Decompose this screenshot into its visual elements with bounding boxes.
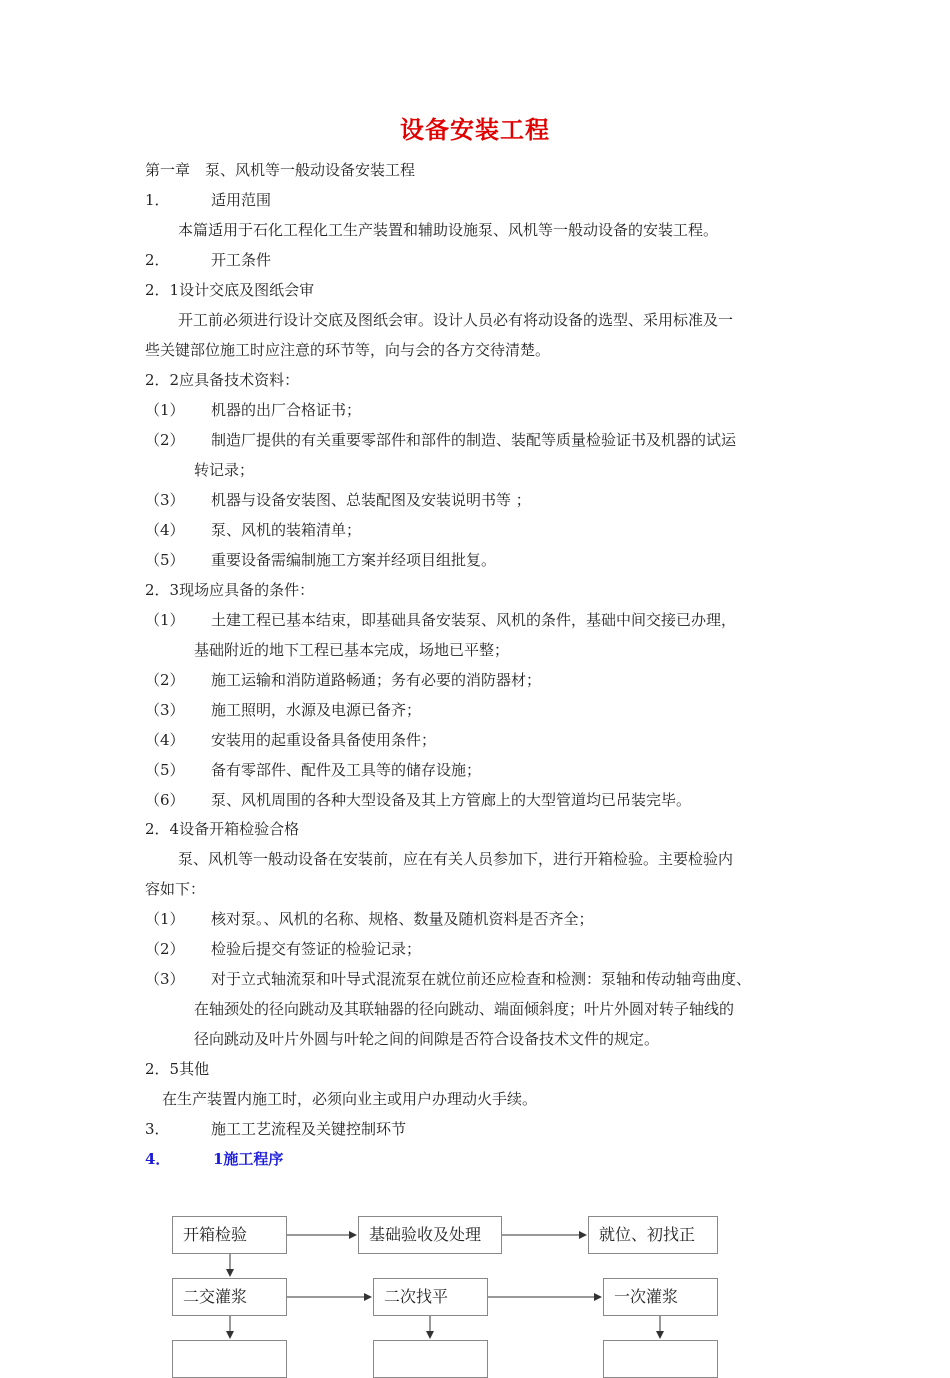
subsection-heading: 2．2应具备技术资料： xyxy=(145,371,300,389)
section-number: 4． xyxy=(145,1150,171,1168)
flow-box-foundation-acceptance: 基础验收及处理 xyxy=(358,1216,502,1254)
subsection-heading: 2．5其他 xyxy=(145,1060,210,1078)
list-item: （2） 制造厂提供的有关重要零部件和部件的制造、装配等质量检验证书及机器的试运 xyxy=(145,431,737,449)
list-item: （2） 检验后提交有签证的检验记录； xyxy=(145,940,422,958)
section-number: 3． xyxy=(145,1120,170,1138)
list-item: （4） 泵、风机的装箱清单； xyxy=(145,521,362,539)
section-number: 2． xyxy=(145,251,170,269)
list-item-continuation: 在轴颈处的径向跳动及其联轴器的径向跳动、端面倾斜度；叶片外圆对转子轴线的 xyxy=(194,1000,735,1018)
flow-box-cutoff xyxy=(172,1340,287,1378)
section-title: 施工工艺流程及关键控制环节 xyxy=(211,1120,407,1138)
list-item: （5） 备有零部件、配件及工具等的储存设施； xyxy=(145,761,482,779)
subsection-heading: 2．4设备开箱检验合格 xyxy=(145,820,300,838)
section-number: 1． xyxy=(145,191,170,209)
document-title: 设备安装工程 xyxy=(400,115,550,144)
list-item: （3） 施工照明，水源及电源已备齐； xyxy=(145,701,422,719)
list-item-continuation: 径向跳动及叶片外圆与叶轮之间的间隙是否符合设备技术文件的规定。 xyxy=(194,1030,660,1048)
list-item: （1） 土建工程已基本结束，即基础具备安装泵、风机的条件，基础中间交接已办理， xyxy=(145,611,737,629)
paragraph: 本篇适用于石化工程化工生产装置和辅助设施泵、风机等一般动设备的安装工程。 xyxy=(178,221,719,239)
paragraph: 开工前必须进行设计交底及图纸会审。设计人员必有将动设备的选型、采用标准及一 xyxy=(178,311,734,329)
list-item: （4） 安装用的起重设备具备使用条件； xyxy=(145,731,437,749)
section-title: 开工条件 xyxy=(211,251,272,269)
flow-box-first-grouting: 一次灌浆 xyxy=(603,1278,718,1316)
section-title: 适用范围 xyxy=(211,191,272,209)
subsection-heading: 2．3现场应具备的条件： xyxy=(145,581,315,599)
flow-box-cutoff xyxy=(373,1340,488,1378)
list-item: （3） 机器与设备安装图、总装配图及安装说明书等 ； xyxy=(145,491,531,509)
list-item: （6） 泵、风机周围的各种大型设备及其上方管廊上的大型管道均已吊装完毕。 xyxy=(145,791,692,809)
chapter-heading: 第一章 泵、风机等一般动设备安装工程 xyxy=(145,161,416,179)
paragraph: 容如下： xyxy=(145,880,206,898)
list-item: （3） 对于立式轴流泵和叶导式混流泵在就位前还应检查和检测：泵轴和传动轴弯曲度、 xyxy=(145,970,752,988)
list-item: （1） 机器的出厂合格证书； xyxy=(145,401,362,419)
section-title: 1施工程序 xyxy=(213,1150,284,1168)
list-item: （2） 施工运输和消防道路畅通；务有必要的消防器材； xyxy=(145,671,542,689)
list-item: （1） 核对泵。、风机的名称、规格、数量及随机资料是否齐全； xyxy=(145,910,594,928)
flow-box-second-grouting: 二交灌浆 xyxy=(172,1278,287,1316)
flow-box-positioning: 就位、初找正 xyxy=(588,1216,718,1254)
list-item: （5） 重要设备需编制施工方案并经项目组批复。 xyxy=(145,551,497,569)
subsection-heading: 2．1设计交底及图纸会审 xyxy=(145,281,315,299)
flow-box-second-leveling: 二次找平 xyxy=(373,1278,488,1316)
paragraph: 泵、风机等一般动设备在安装前，应在有关人员参加下，进行开箱检验。主要检验内 xyxy=(178,850,734,868)
paragraph: 在生产装置内施工时，必须向业主或用户办理动火手续。 xyxy=(162,1090,538,1108)
list-item-continuation: 基础附近的地下工程已基本完成，场地已平整； xyxy=(194,641,510,659)
flow-box-cutoff xyxy=(603,1340,718,1378)
paragraph: 些关键部位施工时应注意的环节等，向与会的各方交待清楚。 xyxy=(145,341,551,359)
flow-box-unpacking-inspection: 开箱检验 xyxy=(172,1216,287,1254)
list-item-continuation: 转记录； xyxy=(194,461,255,479)
